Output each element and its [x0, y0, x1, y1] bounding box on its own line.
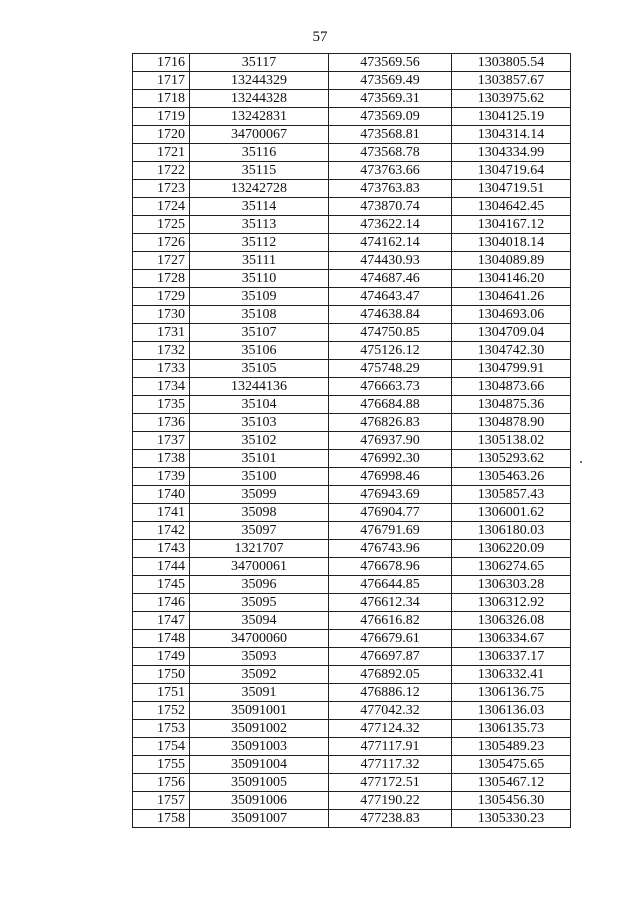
point-id-cell: 35091: [190, 684, 329, 702]
y-coordinate-cell: 1304719.51: [452, 180, 571, 198]
point-id-cell: 35113: [190, 216, 329, 234]
row-number-cell: 1743: [133, 540, 190, 558]
x-coordinate-cell: 473569.31: [329, 90, 452, 108]
row-number-cell: 1749: [133, 648, 190, 666]
x-coordinate-cell: 473569.09: [329, 108, 452, 126]
x-coordinate-cell: 476892.05: [329, 666, 452, 684]
row-number-cell: 1744: [133, 558, 190, 576]
table-row: [133, 468, 571, 486]
x-coordinate-cell: 476612.34: [329, 594, 452, 612]
table-row: [133, 360, 571, 378]
x-coordinate-cell: 477117.32: [329, 756, 452, 774]
point-id-cell: 35091006: [190, 792, 329, 810]
x-coordinate-cell: 477124.32: [329, 720, 452, 738]
row-number-cell: 1720: [133, 126, 190, 144]
row-number-cell: 1730: [133, 306, 190, 324]
y-coordinate-cell: 1304334.99: [452, 144, 571, 162]
point-id-cell: 35104: [190, 396, 329, 414]
y-coordinate-cell: 1304709.04: [452, 324, 571, 342]
y-coordinate-cell: 1304742.30: [452, 342, 571, 360]
y-coordinate-cell: 1304693.06: [452, 306, 571, 324]
row-number-cell: 1724: [133, 198, 190, 216]
coordinates-table-body: [133, 54, 571, 828]
y-coordinate-cell: 1306303.28: [452, 576, 571, 594]
point-id-cell: 35117: [190, 54, 329, 72]
point-id-cell: 35106: [190, 342, 329, 360]
point-id-cell: 35098: [190, 504, 329, 522]
point-id-cell: 35109: [190, 288, 329, 306]
row-number-cell: 1758: [133, 810, 190, 828]
y-coordinate-cell: 1305857.43: [452, 486, 571, 504]
point-id-cell: 35114: [190, 198, 329, 216]
y-coordinate-cell: 1304314.14: [452, 126, 571, 144]
x-coordinate-cell: 476684.88: [329, 396, 452, 414]
point-id-cell: 35112: [190, 234, 329, 252]
y-coordinate-cell: 1304719.64: [452, 162, 571, 180]
x-coordinate-cell: 477238.83: [329, 810, 452, 828]
x-coordinate-cell: 476943.69: [329, 486, 452, 504]
point-id-cell: 35091007: [190, 810, 329, 828]
table-row: [133, 144, 571, 162]
table-row: [133, 216, 571, 234]
row-number-cell: 1736: [133, 414, 190, 432]
row-number-cell: 1751: [133, 684, 190, 702]
point-id-cell: 35093: [190, 648, 329, 666]
row-number-cell: 1747: [133, 612, 190, 630]
table-row: [133, 612, 571, 630]
y-coordinate-cell: 1305475.65: [452, 756, 571, 774]
row-number-cell: 1757: [133, 792, 190, 810]
point-id-cell: 1321707: [190, 540, 329, 558]
table-row: [133, 126, 571, 144]
point-id-cell: 35111: [190, 252, 329, 270]
margin-mark: [580, 461, 582, 463]
y-coordinate-cell: 1304146.20: [452, 270, 571, 288]
x-coordinate-cell: 477172.51: [329, 774, 452, 792]
y-coordinate-cell: 1304799.91: [452, 360, 571, 378]
table-row: [133, 72, 571, 90]
point-id-cell: 35107: [190, 324, 329, 342]
x-coordinate-cell: 477117.91: [329, 738, 452, 756]
y-coordinate-cell: 1306274.65: [452, 558, 571, 576]
y-coordinate-cell: 1303805.54: [452, 54, 571, 72]
x-coordinate-cell: 476791.69: [329, 522, 452, 540]
x-coordinate-cell: 475126.12: [329, 342, 452, 360]
row-number-cell: 1745: [133, 576, 190, 594]
x-coordinate-cell: 474430.93: [329, 252, 452, 270]
table-row: [133, 540, 571, 558]
table-row: [133, 756, 571, 774]
table-row: [133, 810, 571, 828]
point-id-cell: 35097: [190, 522, 329, 540]
table-row: [133, 684, 571, 702]
point-id-cell: 13244328: [190, 90, 329, 108]
point-id-cell: 13244136: [190, 378, 329, 396]
x-coordinate-cell: 473763.83: [329, 180, 452, 198]
row-number-cell: 1718: [133, 90, 190, 108]
table-row: [133, 180, 571, 198]
x-coordinate-cell: 473870.74: [329, 198, 452, 216]
point-id-cell: 35101: [190, 450, 329, 468]
y-coordinate-cell: 1306312.92: [452, 594, 571, 612]
table-row: [133, 594, 571, 612]
y-coordinate-cell: 1306337.17: [452, 648, 571, 666]
x-coordinate-cell: 477190.22: [329, 792, 452, 810]
table-row: [133, 450, 571, 468]
y-coordinate-cell: 1304125.19: [452, 108, 571, 126]
table-row: [133, 522, 571, 540]
point-id-cell: 35091002: [190, 720, 329, 738]
point-id-cell: 35102: [190, 432, 329, 450]
x-coordinate-cell: 476616.82: [329, 612, 452, 630]
point-id-cell: 35092: [190, 666, 329, 684]
row-number-cell: 1737: [133, 432, 190, 450]
y-coordinate-cell: 1306180.03: [452, 522, 571, 540]
row-number-cell: 1740: [133, 486, 190, 504]
table-row: [133, 270, 571, 288]
point-id-cell: 35094: [190, 612, 329, 630]
y-coordinate-cell: 1305138.02: [452, 432, 571, 450]
table-row: [133, 720, 571, 738]
x-coordinate-cell: 476886.12: [329, 684, 452, 702]
point-id-cell: 35115: [190, 162, 329, 180]
row-number-cell: 1754: [133, 738, 190, 756]
table-row: [133, 792, 571, 810]
x-coordinate-cell: 476937.90: [329, 432, 452, 450]
row-number-cell: 1746: [133, 594, 190, 612]
row-number-cell: 1719: [133, 108, 190, 126]
table-row: [133, 288, 571, 306]
table-row: [133, 252, 571, 270]
table-row: [133, 342, 571, 360]
y-coordinate-cell: 1306001.62: [452, 504, 571, 522]
point-id-cell: 13244329: [190, 72, 329, 90]
x-coordinate-cell: 473568.81: [329, 126, 452, 144]
row-number-cell: 1738: [133, 450, 190, 468]
x-coordinate-cell: 473569.56: [329, 54, 452, 72]
x-coordinate-cell: 476697.87: [329, 648, 452, 666]
point-id-cell: 35096: [190, 576, 329, 594]
point-id-cell: 35099: [190, 486, 329, 504]
x-coordinate-cell: 475748.29: [329, 360, 452, 378]
point-id-cell: 13242728: [190, 180, 329, 198]
point-id-cell: 34700060: [190, 630, 329, 648]
table-row: [133, 576, 571, 594]
x-coordinate-cell: 476904.77: [329, 504, 452, 522]
x-coordinate-cell: 476679.61: [329, 630, 452, 648]
table-row: [133, 198, 571, 216]
y-coordinate-cell: 1306136.03: [452, 702, 571, 720]
page-number: 57: [312, 29, 328, 45]
point-id-cell: 35091005: [190, 774, 329, 792]
x-coordinate-cell: 476663.73: [329, 378, 452, 396]
x-coordinate-cell: 476998.46: [329, 468, 452, 486]
x-coordinate-cell: 473568.78: [329, 144, 452, 162]
table-row: [133, 648, 571, 666]
y-coordinate-cell: 1304641.26: [452, 288, 571, 306]
row-number-cell: 1732: [133, 342, 190, 360]
y-coordinate-cell: 1306332.41: [452, 666, 571, 684]
y-coordinate-cell: 1305489.23: [452, 738, 571, 756]
point-id-cell: 35091001: [190, 702, 329, 720]
row-number-cell: 1739: [133, 468, 190, 486]
table-row: [133, 702, 571, 720]
y-coordinate-cell: 1306135.73: [452, 720, 571, 738]
row-number-cell: 1752: [133, 702, 190, 720]
table-row: [133, 432, 571, 450]
row-number-cell: 1748: [133, 630, 190, 648]
y-coordinate-cell: 1305456.30: [452, 792, 571, 810]
row-number-cell: 1721: [133, 144, 190, 162]
table-row: [133, 90, 571, 108]
x-coordinate-cell: 474687.46: [329, 270, 452, 288]
row-number-cell: 1756: [133, 774, 190, 792]
table-row: [133, 774, 571, 792]
row-number-cell: 1735: [133, 396, 190, 414]
point-id-cell: 35110: [190, 270, 329, 288]
table-row: [133, 738, 571, 756]
x-coordinate-cell: 476826.83: [329, 414, 452, 432]
point-id-cell: 35103: [190, 414, 329, 432]
table-row: [133, 378, 571, 396]
point-id-cell: 35091003: [190, 738, 329, 756]
x-coordinate-cell: 477042.32: [329, 702, 452, 720]
x-coordinate-cell: 473569.49: [329, 72, 452, 90]
y-coordinate-cell: 1304089.89: [452, 252, 571, 270]
table-row: [133, 486, 571, 504]
row-number-cell: 1742: [133, 522, 190, 540]
y-coordinate-cell: 1305463.26: [452, 468, 571, 486]
point-id-cell: 34700067: [190, 126, 329, 144]
y-coordinate-cell: 1305330.23: [452, 810, 571, 828]
y-coordinate-cell: 1303857.67: [452, 72, 571, 90]
table-row: [133, 324, 571, 342]
row-number-cell: 1728: [133, 270, 190, 288]
row-number-cell: 1717: [133, 72, 190, 90]
y-coordinate-cell: 1304642.45: [452, 198, 571, 216]
row-number-cell: 1733: [133, 360, 190, 378]
row-number-cell: 1731: [133, 324, 190, 342]
row-number-cell: 1716: [133, 54, 190, 72]
y-coordinate-cell: 1304167.12: [452, 216, 571, 234]
row-number-cell: 1750: [133, 666, 190, 684]
x-coordinate-cell: 473622.14: [329, 216, 452, 234]
table-row: [133, 54, 571, 72]
row-number-cell: 1729: [133, 288, 190, 306]
y-coordinate-cell: 1305467.12: [452, 774, 571, 792]
point-id-cell: 35091004: [190, 756, 329, 774]
y-coordinate-cell: 1304018.14: [452, 234, 571, 252]
y-coordinate-cell: 1305293.62: [452, 450, 571, 468]
table-row: [133, 630, 571, 648]
point-id-cell: 34700061: [190, 558, 329, 576]
row-number-cell: 1723: [133, 180, 190, 198]
row-number-cell: 1727: [133, 252, 190, 270]
table-row: [133, 234, 571, 252]
x-coordinate-cell: 474643.47: [329, 288, 452, 306]
point-id-cell: 35100: [190, 468, 329, 486]
table-row: [133, 504, 571, 522]
y-coordinate-cell: 1306220.09: [452, 540, 571, 558]
x-coordinate-cell: 476992.30: [329, 450, 452, 468]
table-row: [133, 666, 571, 684]
y-coordinate-cell: 1304873.66: [452, 378, 571, 396]
y-coordinate-cell: 1304875.36: [452, 396, 571, 414]
row-number-cell: 1753: [133, 720, 190, 738]
y-coordinate-cell: 1304878.90: [452, 414, 571, 432]
table-row: [133, 162, 571, 180]
table-row: [133, 396, 571, 414]
point-id-cell: 35108: [190, 306, 329, 324]
x-coordinate-cell: 474750.85: [329, 324, 452, 342]
row-number-cell: 1734: [133, 378, 190, 396]
y-coordinate-cell: 1306136.75: [452, 684, 571, 702]
row-number-cell: 1741: [133, 504, 190, 522]
point-id-cell: 35095: [190, 594, 329, 612]
table-row: [133, 414, 571, 432]
table-row: [133, 108, 571, 126]
row-number-cell: 1725: [133, 216, 190, 234]
y-coordinate-cell: 1306334.67: [452, 630, 571, 648]
x-coordinate-cell: 474638.84: [329, 306, 452, 324]
table-row: [133, 558, 571, 576]
x-coordinate-cell: 476743.96: [329, 540, 452, 558]
x-coordinate-cell: 474162.14: [329, 234, 452, 252]
row-number-cell: 1722: [133, 162, 190, 180]
y-coordinate-cell: 1306326.08: [452, 612, 571, 630]
table-row: [133, 306, 571, 324]
y-coordinate-cell: 1303975.62: [452, 90, 571, 108]
x-coordinate-cell: 476644.85: [329, 576, 452, 594]
x-coordinate-cell: 476678.96: [329, 558, 452, 576]
point-id-cell: 35105: [190, 360, 329, 378]
point-id-cell: 35116: [190, 144, 329, 162]
row-number-cell: 1755: [133, 756, 190, 774]
point-id-cell: 13242831: [190, 108, 329, 126]
coordinates-table: [132, 53, 571, 828]
x-coordinate-cell: 473763.66: [329, 162, 452, 180]
row-number-cell: 1726: [133, 234, 190, 252]
